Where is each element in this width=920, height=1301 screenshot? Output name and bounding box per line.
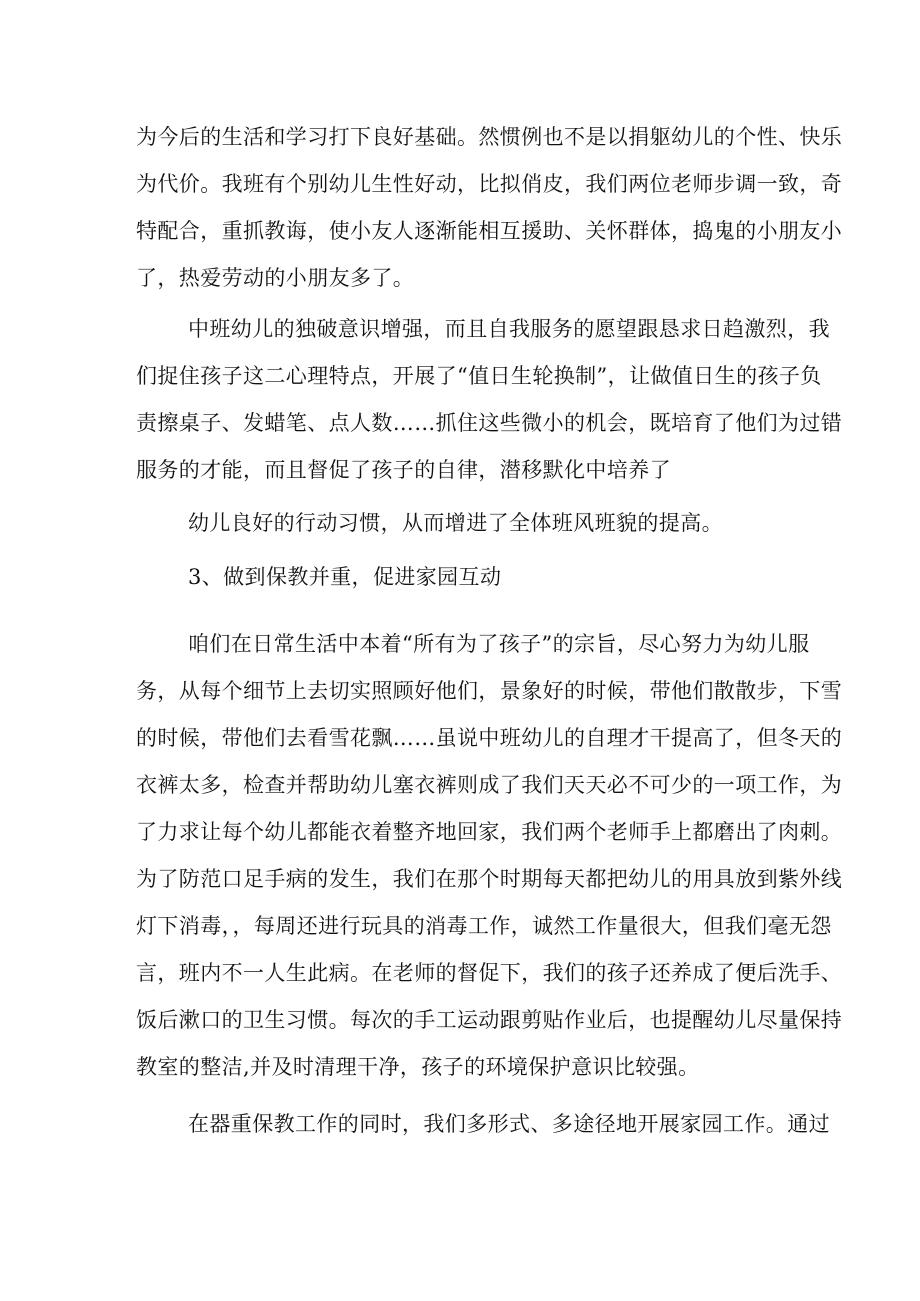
text-line: 们捉住孩子这二心理特点，开展了“值日生轮换制”，让做值日生的孩子负 xyxy=(136,364,822,388)
text-line: 务，从每个细节上去切实照顾好他们，景象好的时候，带他们散散步，下雪 xyxy=(136,679,843,703)
text-line: 言，班内不一人生此病。在老师的督促下，我们的孩子还养成了便后洗手、 xyxy=(136,961,843,985)
text-line: 责擦桌子、发蜡笔、点人数……抓住这些微小的机会，既培育了他们为过错 xyxy=(136,411,843,435)
text-line: 了，热爱劳动的小朋友多了。 xyxy=(136,266,415,290)
text-line: 特配合，重抓教诲，使小友人逐渐能相互援助、关怀群体，捣鬼的小朋友小 xyxy=(136,219,843,243)
text-line: 在器重保教工作的同时，我们多形式、多途径地开展家园工作。通过 xyxy=(188,1112,830,1136)
text-line: 为代价。我班有个别幼儿生性好动，比拟俏皮，我们两位老师步调一致，奇 xyxy=(136,172,843,196)
text-line: 中班幼儿的独破意识增强，而且自我服务的愿望跟恳求日趋激烈，我 xyxy=(188,317,830,341)
text-line: 为了防范口足手病的发生，我们在那个时期每天都把幼儿的用具放到紫外线 xyxy=(136,867,843,891)
text-line: 服务的才能，而且督促了孩子的自律，潜移默化中培养了 xyxy=(136,458,671,482)
text-line: 的时候，带他们去看雪花飘……虽说中班幼儿的自理才干提高了，但冬天的 xyxy=(136,726,843,750)
text-line: 饭后漱口的卫生习惯。每次的手工运动跟剪贴作业后，也提醒幼儿尽量保持 xyxy=(136,1008,843,1032)
section-heading: 3、做到保教并重，促进家园互动 xyxy=(188,565,502,589)
text-line: 幼儿良好的行动习惯，从而增进了全体班风班貌的提高。 xyxy=(188,511,723,535)
text-line: 咱们在日常生活中本着“所有为了孩子”的宗旨，尽心努力为幼儿服 xyxy=(188,632,810,656)
text-line: 了力求让每个幼儿都能衣着整齐地回家，我们两个老师手上都磨出了肉刺。 xyxy=(136,820,843,844)
text-line: 为今后的生活和学习打下良好基础。然惯例也不是以捐躯幼儿的个性、快乐 xyxy=(136,125,843,149)
text-line: 教室的整洁,并及时清理干净，孩子的环境保护意识比较强。 xyxy=(136,1055,700,1079)
text-line: 衣裤太多，检查并帮助幼儿塞衣裤则成了我们天天必不可少的一项工作，为 xyxy=(136,773,843,797)
text-line: 灯下消毒，，每周还进行玩具的消毒工作，诚然工作量很大，但我们毫无怨 xyxy=(136,914,832,938)
